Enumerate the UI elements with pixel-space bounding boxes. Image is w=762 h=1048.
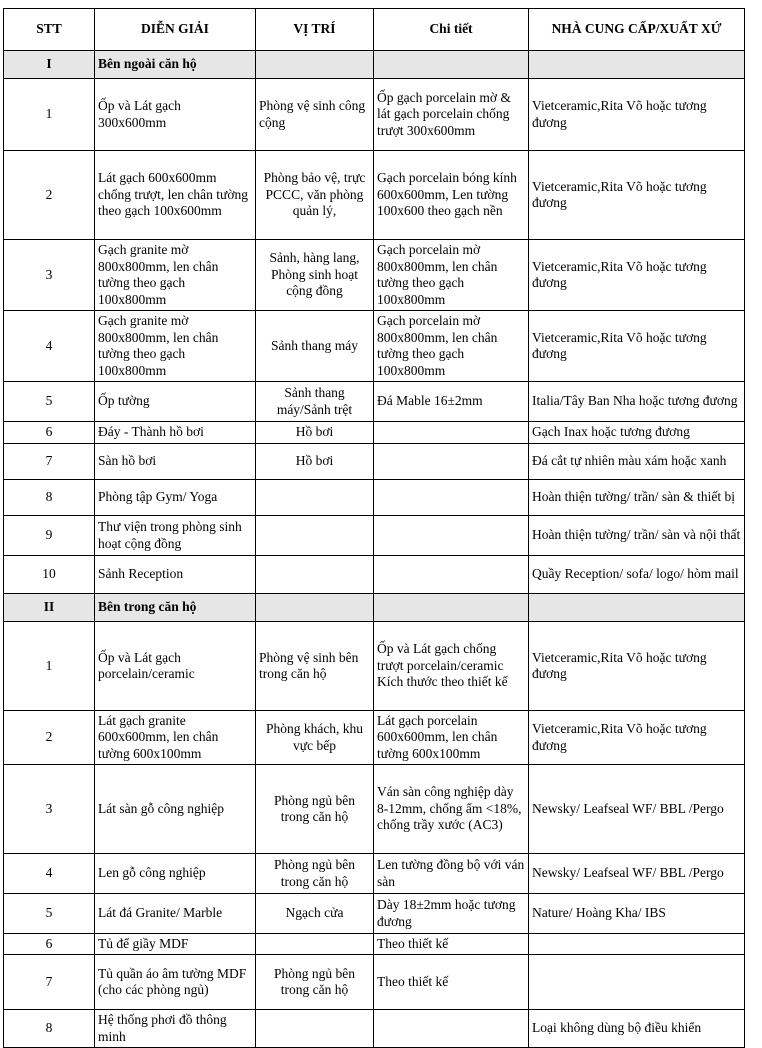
row-number: 3 (4, 765, 95, 854)
row-description: Ốp và Lát gạch 300x600mm (95, 79, 256, 151)
row-supplier (529, 955, 745, 1010)
row-supplier: Vietceramic,Rita Võ hoặc tương đương (529, 622, 745, 711)
row-detail (374, 444, 529, 480)
table-row (4, 480, 745, 516)
row-detail: Lát gạch porcelain 600x600mm, len chân tường 600x100mm (374, 711, 529, 765)
row-location (256, 934, 374, 955)
row-number: 10 (4, 556, 95, 594)
specification-table (3, 8, 745, 1048)
row-number: 5 (4, 382, 95, 422)
row-number: 4 (4, 854, 95, 894)
header-location: VỊ TRÍ (256, 9, 374, 51)
row-supplier: Vietceramic,Rita Võ hoặc tương đương (529, 240, 745, 311)
row-description: Lát gạch granite 600x600mm, len chân tường 600x100mm (95, 711, 256, 765)
header-detail: Chi tiết (374, 9, 529, 51)
row-supplier: Vietceramic,Rita Võ hoặc tương đương (529, 711, 745, 765)
table-row (4, 711, 745, 765)
row-number: 7 (4, 955, 95, 1010)
table-row (4, 422, 745, 444)
row-supplier: Hoàn thiện tường/ trần/ sàn & thiết bị (529, 480, 745, 516)
row-number: 8 (4, 480, 95, 516)
row-detail (374, 480, 529, 516)
row-description: Tủ để giầy MDF (95, 934, 256, 955)
row-detail: Gạch porcelain mờ 800x800mm, len chân tường theo gạch 100x800mm (374, 240, 529, 311)
row-detail: Gạch porcelain mờ 800x800mm, len chân tường theo gạch 100x800mm (374, 311, 529, 382)
row-detail: Len tường đồng bộ với ván sàn (374, 854, 529, 894)
header-description: DIỄN GIẢI (95, 9, 256, 51)
row-number: 1 (4, 622, 95, 711)
section-row (4, 594, 745, 622)
table-row (4, 516, 745, 556)
row-number: 6 (4, 422, 95, 444)
row-supplier: Hoàn thiện tường/ trần/ sàn và nội thất (529, 516, 745, 556)
section-empty-cell (529, 51, 745, 79)
header-row (4, 9, 745, 51)
row-location: Phòng vệ sinh bên trong căn hộ (256, 622, 374, 711)
table-row (4, 854, 745, 894)
row-description: Lát đá Granite/ Marble (95, 894, 256, 934)
table-row (4, 79, 745, 151)
row-location: Phòng ngủ bên trong căn hộ (256, 854, 374, 894)
row-location: Phòng vệ sinh công cộng (256, 79, 374, 151)
row-detail: Ốp gạch porcelain mờ & lát gạch porcelain chống trượt 300x600mm (374, 79, 529, 151)
section-empty-cell (256, 51, 374, 79)
row-location (256, 556, 374, 594)
table-row (4, 311, 745, 382)
section-empty-cell (374, 594, 529, 622)
row-location: Ngạch cửa (256, 894, 374, 934)
row-description: Thư viện trong phòng sinh hoạt cộng đồng (95, 516, 256, 556)
row-supplier: Đá cắt tự nhiên màu xám hoặc xanh (529, 444, 745, 480)
row-description: Tủ quần áo âm tường MDF (cho các phòng ngủ) (95, 955, 256, 1010)
row-supplier: Vietceramic,Rita Võ hoặc tương đương (529, 311, 745, 382)
row-location (256, 480, 374, 516)
row-number: 2 (4, 151, 95, 240)
row-number: 4 (4, 311, 95, 382)
section-empty-cell (256, 594, 374, 622)
table-row (4, 240, 745, 311)
row-supplier: Vietceramic,Rita Võ hoặc tương đương (529, 151, 745, 240)
row-location: Sảnh, hàng lang, Phòng sinh hoạt cộng đồng (256, 240, 374, 311)
row-detail: Ốp và Lát gạch chống trượt porcelain/ceramic Kích thước theo thiết kế (374, 622, 529, 711)
header-supplier: NHÀ CUNG CẤP/XUẤT XỨ (529, 9, 745, 51)
row-supplier: Newsky/ Leafseal WF/ BBL /Pergo (529, 765, 745, 854)
row-detail: Theo thiết kế (374, 934, 529, 955)
row-supplier: Nature/ Hoàng Kha/ IBS (529, 894, 745, 934)
header-stt: STT (4, 9, 95, 51)
row-description: Hệ thống phơi đồ thông minh (95, 1010, 256, 1048)
row-location: Sảnh thang máy (256, 311, 374, 382)
row-description: Phòng tập Gym/ Yoga (95, 480, 256, 516)
section-empty-cell (374, 51, 529, 79)
table-row (4, 765, 745, 854)
table-row (4, 382, 745, 422)
row-description: Lát sàn gỗ công nghiệp (95, 765, 256, 854)
row-detail: Đá Mable 16±2mm (374, 382, 529, 422)
row-supplier: Quầy Reception/ sofa/ logo/ hòm mail (529, 556, 745, 594)
row-supplier: Gạch Inax hoặc tương đương (529, 422, 745, 444)
row-number: 2 (4, 711, 95, 765)
row-number: 1 (4, 79, 95, 151)
row-location: Hồ bơi (256, 422, 374, 444)
row-detail (374, 516, 529, 556)
table-row (4, 934, 745, 955)
table-row (4, 894, 745, 934)
row-number: 7 (4, 444, 95, 480)
section-number: I (4, 51, 95, 79)
table-body (4, 51, 745, 1048)
section-empty-cell (529, 594, 745, 622)
row-description: Đáy - Thành hồ bơi (95, 422, 256, 444)
row-number: 3 (4, 240, 95, 311)
row-description: Lát gạch 600x600mm chống trượt, len chân tường theo gạch 100x600mm (95, 151, 256, 240)
row-location: Sảnh thang máy/Sảnh trệt (256, 382, 374, 422)
row-description: Ốp tường (95, 382, 256, 422)
row-detail: Gạch porcelain bóng kính 600x600mm, Len tường 100x600 theo gạch nền (374, 151, 529, 240)
table-row (4, 622, 745, 711)
row-location (256, 516, 374, 556)
row-location: Phòng bảo vệ, trực PCCC, văn phòng quản lý, (256, 151, 374, 240)
row-number: 5 (4, 894, 95, 934)
table-row (4, 556, 745, 594)
row-number: 9 (4, 516, 95, 556)
section-number: II (4, 594, 95, 622)
section-title: Bên ngoài căn hộ (95, 51, 256, 79)
table-row (4, 444, 745, 480)
row-number: 8 (4, 1010, 95, 1048)
row-detail (374, 556, 529, 594)
row-description: Sảnh Reception (95, 556, 256, 594)
row-location: Hồ bơi (256, 444, 374, 480)
row-supplier: Italia/Tây Ban Nha hoặc tương đương (529, 382, 745, 422)
row-number: 6 (4, 934, 95, 955)
row-detail: Theo thiết kế (374, 955, 529, 1010)
row-supplier: Vietceramic,Rita Võ hoặc tương đương (529, 79, 745, 151)
row-supplier: Loại không dùng bộ điều khiển (529, 1010, 745, 1048)
row-detail: Dày 18±2mm hoặc tương đương (374, 894, 529, 934)
row-supplier: Newsky/ Leafseal WF/ BBL /Pergo (529, 854, 745, 894)
row-detail (374, 422, 529, 444)
row-location: Phòng ngủ bên trong căn hộ (256, 765, 374, 854)
row-detail: Ván sàn công nghiệp dày 8-12mm, chống ẩm <18%, chống trầy xước (AC3) (374, 765, 529, 854)
row-location: Phòng ngủ bên trong căn hộ (256, 955, 374, 1010)
table-row (4, 955, 745, 1010)
row-description: Len gỗ công nghiệp (95, 854, 256, 894)
row-supplier (529, 934, 745, 955)
row-description: Gạch granite mờ 800x800mm, len chân tường theo gạch 100x800mm (95, 240, 256, 311)
row-description: Ốp và Lát gạch porcelain/ceramic (95, 622, 256, 711)
section-title: Bên trong căn hộ (95, 594, 256, 622)
row-description: Sàn hồ bơi (95, 444, 256, 480)
row-location: Phòng khách, khu vực bếp (256, 711, 374, 765)
row-description: Gạch granite mờ 800x800mm, len chân tường theo gạch 100x800mm (95, 311, 256, 382)
section-row (4, 51, 745, 79)
table-row (4, 151, 745, 240)
